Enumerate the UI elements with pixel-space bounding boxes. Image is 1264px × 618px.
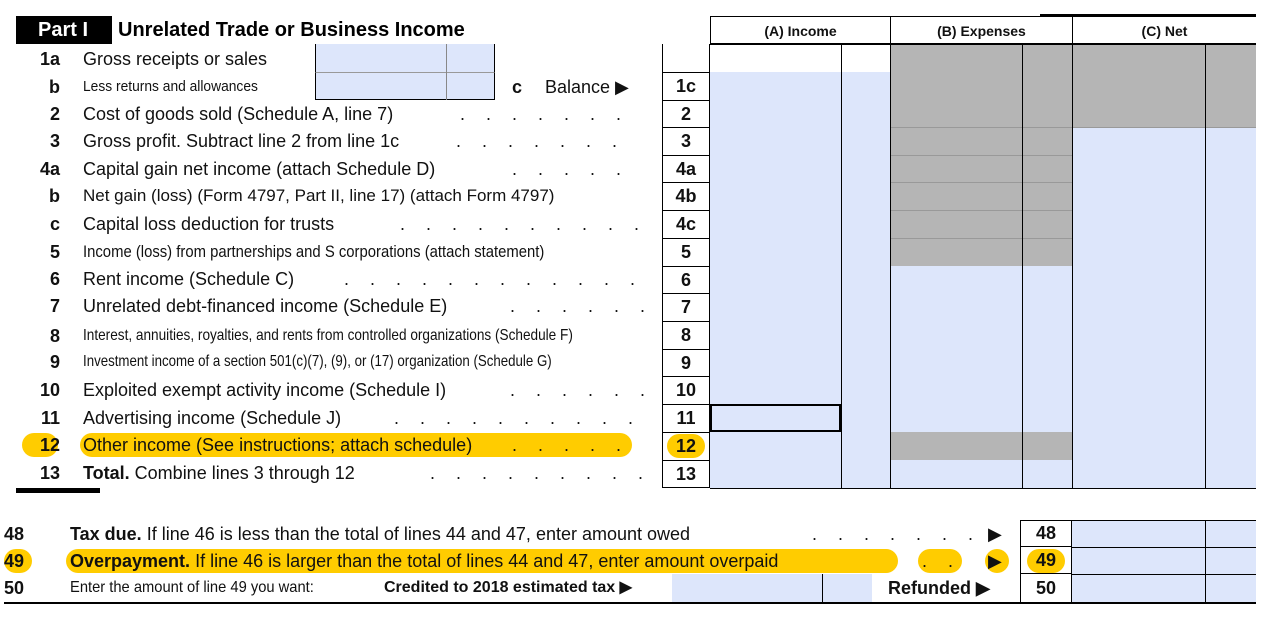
leader-dots: . . . . . . . <box>812 524 982 544</box>
leader-dots: . . . . . . . <box>456 131 626 151</box>
arrow-49: ▶ <box>988 551 1002 571</box>
arrow-48: ▶ <box>988 524 1002 544</box>
line-text-9: Investment income of a section 501(c)(7), (9), or (17) organization (Schedule G) <box>83 353 552 370</box>
line-num-4a: 4a <box>39 159 60 179</box>
line-text-13 <box>83 460 355 486</box>
line-text-4c: Capital loss deduction for trusts <box>83 214 335 234</box>
line-num-1b: b <box>49 77 60 97</box>
box-9: 9 <box>662 349 710 376</box>
tax-due-label: Tax due. <box>70 524 142 544</box>
grid-line <box>890 127 1256 128</box>
cents-divider-c <box>1205 44 1206 488</box>
box-8: 8 <box>662 321 710 349</box>
box-50: 50 <box>1035 578 1057 598</box>
line-num-49: 49 <box>4 551 25 571</box>
box-7: 7 <box>662 293 710 321</box>
box-12: 12 <box>675 436 697 456</box>
grid-bottom <box>710 488 1256 489</box>
cents-divider-bottom <box>1205 520 1206 602</box>
returns-allowances-field[interactable] <box>315 72 495 100</box>
line-num-7: 7 <box>49 296 60 316</box>
box-2: 2 <box>662 100 710 127</box>
refunded-field[interactable] <box>1072 575 1256 602</box>
net-fields-3-13[interactable] <box>1072 127 1256 488</box>
expenses-field-13[interactable] <box>890 460 1072 488</box>
box-5: 5 <box>662 238 710 266</box>
leader-dots: . . . . . . <box>510 296 654 316</box>
line-text-48 <box>70 521 690 547</box>
line-text-7: Unrelated debt-financed income (Schedule E) <box>83 296 448 316</box>
form-bottom-rule <box>4 602 1256 604</box>
line-num-2: 2 <box>49 104 60 124</box>
box-4a: 4a <box>662 155 710 182</box>
line-text-1a: Gross receipts or sales <box>83 49 268 69</box>
income-row1-blank <box>710 44 890 72</box>
line-num-13: 13 <box>39 463 60 483</box>
box-11: 11 <box>662 404 710 432</box>
balance-label: Balance ▶ <box>545 77 629 97</box>
part-label: Part I <box>16 16 110 44</box>
box-13: 13 <box>662 460 710 488</box>
grid-line <box>890 182 1072 183</box>
line-num-8: 8 <box>49 326 60 346</box>
grid-line <box>710 44 1256 45</box>
box-49: 49 <box>1020 547 1072 574</box>
box-1c: 1c <box>662 72 710 100</box>
leader-dots: . . . . . . . . . . <box>394 408 642 428</box>
line-text-49-rest: If line 46 is larger than the total of lines 44 and 47, enter amount overpaid <box>190 551 779 571</box>
line-text-1b: Less returns and allowances <box>83 78 258 95</box>
grid-line <box>1072 547 1256 548</box>
line-num-48: 48 <box>4 524 25 544</box>
line-text-4b: Net gain (loss) (Form 4797, Part II, line 17) (attach Form 4797) <box>83 186 555 205</box>
line-1c-label: c <box>512 77 523 97</box>
box-4c: 4c <box>662 210 710 238</box>
credited-estimated-tax-field[interactable] <box>672 574 872 602</box>
grid-line <box>890 155 1072 156</box>
cents-divider-1 <box>446 44 447 100</box>
overpayment-field[interactable] <box>1072 548 1256 574</box>
line-num-4c: c <box>49 214 60 234</box>
line-num-11: 11 <box>40 408 60 428</box>
line-text-6: Rent income (Schedule C) <box>83 269 295 289</box>
line-text-50: Enter the amount of line 49 you want: <box>70 579 314 596</box>
line-num-12: 12 <box>39 435 60 455</box>
gross-receipts-field[interactable] <box>315 44 495 72</box>
cents-divider-credited <box>822 574 823 602</box>
credited-label: Credited to 2018 estimated tax ▶ <box>384 579 632 596</box>
line-num-5: 5 <box>49 242 60 262</box>
tax-due-field[interactable] <box>1072 521 1256 547</box>
box-4b: 4b <box>662 182 710 210</box>
leader-dots: . . . . . . . . . . <box>400 214 648 234</box>
total-bold-label: Total. <box>83 463 130 483</box>
line-text-8: Interest, annuities, royalties, and rents from controlled organizations (Schedule F) <box>83 327 573 344</box>
line-num-6: 6 <box>49 269 60 289</box>
column-header-income: (A) Income <box>710 16 890 44</box>
line-text-13-rest: Combine lines 3 through 12 <box>129 463 355 483</box>
line-num-4b: b <box>49 186 60 206</box>
line-text-5: Income (loss) from partnerships and S corporations (attach statement) <box>83 243 545 261</box>
line-num-10: 10 <box>39 380 60 400</box>
expenses-shaded-12 <box>890 432 1072 460</box>
line-text-49 <box>70 548 778 574</box>
grid-line <box>1072 574 1256 575</box>
line-text-4a: Capital gain net income (attach Schedule D) <box>83 159 436 179</box>
line-11-income-field[interactable] <box>710 404 841 432</box>
line-num-9: 9 <box>49 352 60 372</box>
line-text-2: Cost of goods sold (Schedule A, line 7) <box>83 104 394 124</box>
leader-dots: . . . . . . . . . . . . <box>344 269 644 289</box>
leader-dots: . . . . . . <box>510 380 654 400</box>
section-break <box>16 488 100 493</box>
line-num-3: 3 <box>49 131 60 151</box>
overpayment-label: Overpayment. <box>70 551 191 571</box>
line-text-10: Exploited exempt activity income (Schedule I) <box>83 380 447 400</box>
line-text-11: Advertising income (Schedule J) <box>83 408 342 428</box>
grid-line <box>890 238 1072 239</box>
column-divider-bc <box>1072 44 1073 488</box>
box-10: 10 <box>662 376 710 404</box>
cents-divider-a <box>841 44 842 488</box>
box-3: 3 <box>662 127 710 155</box>
column-divider-ab <box>890 44 891 488</box>
column-header-expenses: (B) Expenses <box>890 16 1072 44</box>
leader-dots: . . . . . <box>512 159 630 179</box>
refunded-label: Refunded ▶ <box>888 578 990 598</box>
leader-dots: . . . . . . . . . <box>430 463 652 483</box>
grid-line <box>890 210 1072 211</box>
line-num-50: 50 <box>4 578 25 598</box>
box-6: 6 <box>662 266 710 293</box>
leader-dots: . . . . . <box>512 435 630 455</box>
net-shaded-1-2 <box>1072 44 1256 127</box>
line-num-1a: 1a <box>39 49 60 69</box>
expenses-fields-6-11[interactable] <box>890 266 1072 432</box>
cents-divider-b <box>1022 44 1023 488</box>
line-text-48-rest: If line 46 is less than the total of lines 44 and 47, enter amount owed <box>141 524 691 544</box>
part-title: Unrelated Trade or Business Income <box>112 16 710 44</box>
line-text-3: Gross profit. Subtract line 2 from line 1c <box>83 131 400 151</box>
column-header-net: (C) Net <box>1072 16 1256 44</box>
box-48: 48 <box>1020 520 1072 547</box>
line-text-12: Other income (See instructions; attach schedule) <box>83 435 473 455</box>
leader-dots: . . . . . . . <box>460 104 630 124</box>
leader-dots: . . <box>922 551 962 571</box>
